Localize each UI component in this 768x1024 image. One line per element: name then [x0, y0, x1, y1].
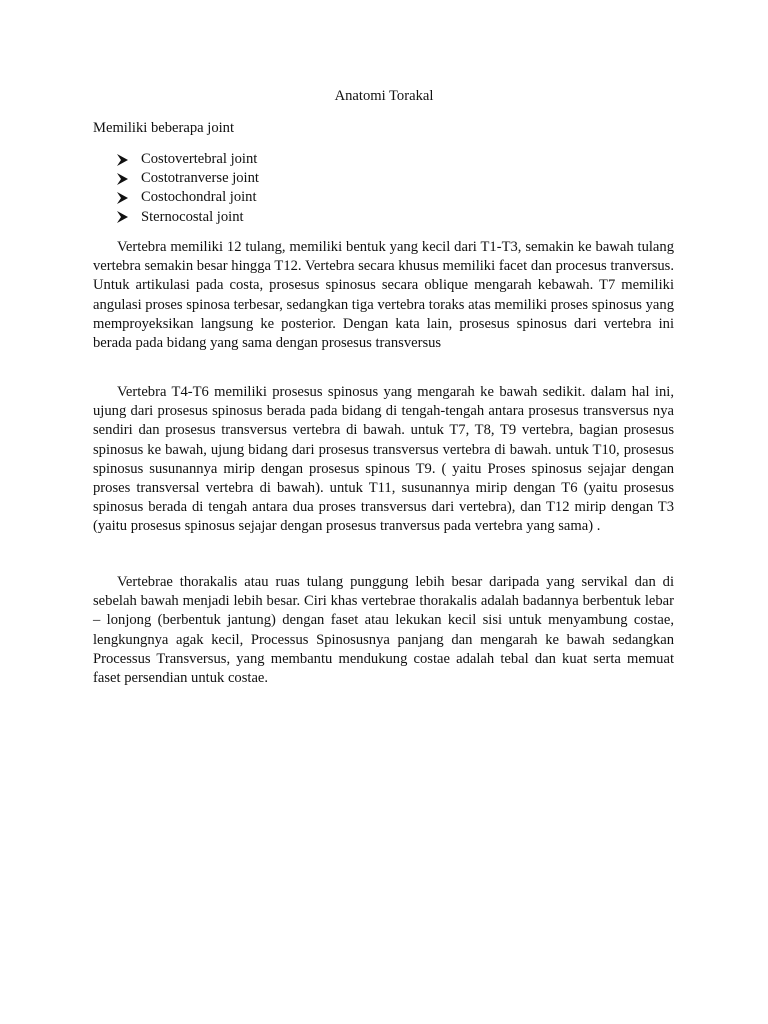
arrowhead-bullet-icon: [117, 211, 129, 223]
joint-label: Costovertebral joint: [141, 151, 258, 167]
body-paragraph: Vertebra memiliki 12 tulang, memiliki bentuk yang kecil dari T1-T3, semakin ke bawah tulang vertebra semakin besar hingga T12. Vertebra secara khusus memiliki facet dan procesus tranversus. Untuk artikulasi pada costa, prosesus spinosus secara oblique mengarah kebawah. T7 memiliki angulasi proses spinosa terbesar, sedangkan tiga vertebra toraks atas memiliki proses spinosus yang memproyeksikan langsung ke posterior. Dengan kata lain, prosesus spinosus dari vertebra ini berada pada bidang yang sama dengan prosesus transversus: [93, 239, 674, 352]
joint-label: Costochondral joint: [141, 189, 257, 206]
list-item: [117, 150, 259, 169]
body-paragraph: Vertebrae thorakalis atau ruas tulang punggung lebih besar daripada yang servikal dan di sebelah bawah menjadi lebih besar. Ciri khas vertebrae thorakalis adalah badannya berbentuk lebar – lonjong (berbentuk jantung) dengan faset atau lekukan kecil sisi untuk menyambung costae, lengkungnya agak kecil, Processus Spinosusnya panjang dan mengarah ke bawah sedangkan Processus Transversus, yang membantu mendukung costae adalah tebal dan kuat serta memuat faset persendian untuk costae.: [93, 574, 674, 687]
joint-label: Sternocostal joint: [141, 208, 244, 225]
body-paragraph: Vertebra T4-T6 memiliki prosesus spinosus yang mengarah ke bawah sedikit. dalam hal ini, ujung dari prosesus spinosus berada pada bidang di tengah-tengah antara prosesus transversus nya sendiri dan prosesus transversus vertebra di bawah. untuk T7, T8, T9 vertebra, bagian prosesus spinosus ke bawah, ujung bidang dari prosesus transversus vertebra di bawah. untuk T10, prosesus spinosus susunannya mirip dengan prosesus spinous T9. ( yaitu Proses spinosus sejajar dengan proses transversal vertebra di bawah). untuk T11, susunannya mirip dengan T6 (yaitu prosesus spinosus berada di tengah antara dua proses transversus dari vertebra), dan T12 mirip dengan T3 (yaitu prosesus spinosus sejajar dengan prosesus tranversus pada vertebra yang sama) .: [93, 384, 674, 535]
page-title: Anatomi Torakal: [334, 88, 434, 104]
intro-text: Memiliki beberapa joint: [93, 120, 235, 136]
list-item: [117, 169, 259, 188]
arrowhead-bullet-icon: [117, 154, 129, 166]
arrowhead-bullet-icon: [117, 173, 129, 185]
joint-list: [117, 150, 259, 227]
joint-label: Costotranverse joint: [141, 170, 259, 187]
list-item: [117, 188, 259, 207]
arrowhead-bullet-icon: [117, 192, 129, 204]
list-item: [117, 208, 259, 227]
